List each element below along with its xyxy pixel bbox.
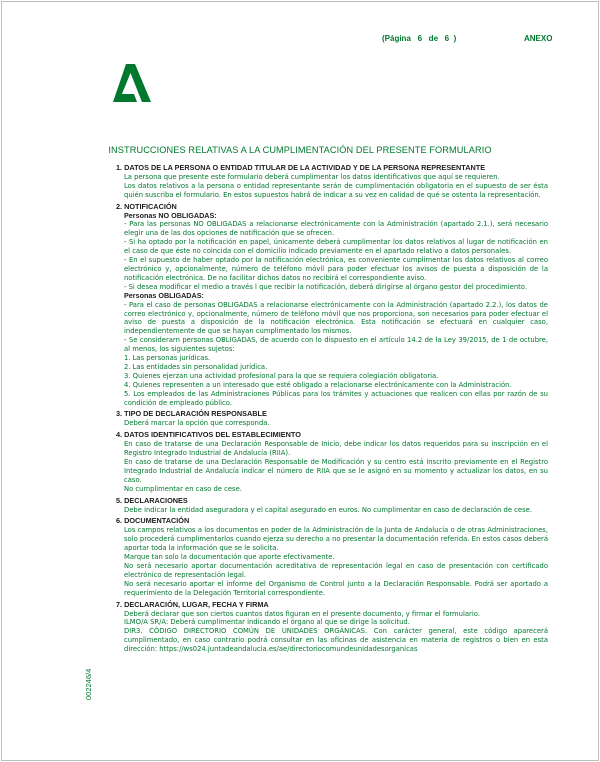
paragraph: - Para el caso de personas OBLIGADAS a relacionarse electrónicamente con la Administración (apartado 2.2.), los datos de correo electrónico y, opcionalmente, número de teléfono móvil que nos proporciona, son necesarios para poder efectuar el aviso de puesta a disposición de la notificación electrónica. Esta notificación se efectuará en cualquier caso, independientemente de que se hayan cumplimentado los mismos. [124, 300, 548, 336]
form-instructions-title: INSTRUCCIONES RELATIVAS A LA CUMPLIMENTACIÓN DEL PRESENTE FORMULARIO [108, 145, 492, 155]
section-heading: 3. TIPO DE DECLARACIÓN RESPONSABLE [116, 409, 267, 419]
paragraph: La persona que presente este formulario deberá cumplimentar los datos identificativos que aquí se requieren. [124, 172, 500, 181]
paragraph: Deberá marcar la opción que corresponda. [124, 419, 270, 428]
section-heading: 6. DOCUMENTACIÓN [116, 516, 190, 526]
junta-andalucia-logo [112, 64, 152, 104]
form-code: 002246/4 [84, 668, 93, 700]
section-1 [116, 164, 548, 200]
list-item: 3. Quienes ejerzan una actividad profesional para la que se requiera colegiación obligatoria. [124, 371, 439, 380]
paragraph: - Si desea modificar el medio a través l que recibir la notificación, deberá dirigirse al órgano gestor del procedimiento. [124, 282, 528, 291]
subheading-no-obligadas: Personas NO OBLIGADAS: [124, 210, 217, 220]
paragraph: Debe indicar la entidad aseguradora y el capital asegurado en euros. No cumplimentar en caso de declaración de cese. [124, 505, 532, 514]
section-heading: 2. NOTIFICACIÓN [116, 201, 177, 211]
section-heading: 5. DECLARACIONES [116, 495, 188, 505]
paragraph: No será necesario aportar el informe del Organismo de Control junto a la Declaración Responsable. Podrá ser aportado a requerimiento de la Delegación Territorial correspondiente. [124, 579, 548, 597]
paragraph: Los datos relativos a la persona o entidad representante serán de cumplimentación obligatoria en el supuesto de ser ésta quién suscriba el formulario. En estos supuestos habrá de indicar a su vez en calidad de qué se ostenta la representación. [124, 181, 548, 199]
page-indicator: (Página 6 de 6 ) [382, 34, 457, 43]
paragraph: En caso de tratarse de una Declaración Responsable de Inicio, debe indicar los datos requeridos para su inscripción en el Registro Integrado Industrial de Andalucía (RIIA). [124, 440, 548, 458]
section-7 [116, 601, 548, 654]
section-4 [116, 431, 548, 493]
section-heading: 1. DATOS DE LA PERSONA O ENTIDAD TITULAR DE LA ACTIVIDAD Y DE LA PERSONA REPRESENTANTE [116, 163, 486, 172]
section-2 [116, 203, 548, 408]
annex-label: ANEXO [524, 34, 553, 43]
paragraph: ILMO/A SR/A: Deberá cumplimentar indicando el órgano al que se dirige la solicitud. [124, 618, 410, 627]
section-6 [116, 517, 548, 597]
paragraph: DIR3. CÓDIGO DIRECTORIO COMÚN DE UNIDADES ORGÁNICAS. Con carácter general, este código aparecerá cumplimentado, en caso contrario podrá consultar en las oficinas de asistencia en materia de registros o bien en esta dirección: https://ws024.juntadeandalucia.es/ae/directoriocomundeunidadesorganicas [124, 627, 548, 654]
paragraph: En caso de tratarse de una Declaración Responsable de Modificación y su centro está inscrito previamente en el Registro Integrado Industrial de Andalucía indicar el número de RIIA que se le asignó en su momento y actualizar los datos, en su caso. [124, 458, 548, 484]
list-item: 2. Las entidades sin personalidad jurídica. [124, 362, 268, 371]
section-heading: 7. DECLARACIÓN, LUGAR, FECHA Y FIRMA [116, 599, 269, 609]
paragraph: - Para las personas NO OBLIGADAS a relacionarse electrónicamente con la Administración (apartado 2.1.), será necesario elegir una de las dos opciones de notificación que se ofrecen. [124, 220, 548, 238]
instructions-body [116, 164, 548, 657]
paragraph: - Si ha optado por la notificación en papel, únicamente deberá cumplimentar los datos relativos al lugar de notificación en el caso de que éste no coincida con el domicilio indicado previamente en el apartado relativo a datos personales. [124, 238, 548, 256]
paragraph: Deberá declarar que son ciertos cuantos datos figuran en el presente documento, y firmar el formulario. [124, 609, 480, 618]
paragraph: Marque tan solo la documentación que aporte efectivamente. [124, 553, 335, 562]
list-item: 5. Los empleados de las Administraciones Públicas para los trámites y actuaciones que realicen con ellas por razón de su condición de empleado público. [124, 389, 548, 407]
list-item: 1. Las personas jurídicas. [124, 354, 211, 363]
section-5 [116, 497, 548, 515]
section-3 [116, 410, 548, 428]
paragraph: No cumplimentar en caso de cese. [124, 484, 242, 493]
section-heading: 4. DATOS IDENTIFICATIVOS DEL ESTABLECIMIENTO [116, 430, 301, 440]
paragraph: - En el supuesto de haber optado por la notificación electrónica, es conveniente cumplimentar los datos relativos al correo electrónico y, opcionalmente, número de teléfono móvil para poder efectuar los avisos de puesta a disposición de la notificación electrónica. De no facilitar dichos datos no recibirá el correspondiente aviso. [124, 256, 548, 282]
paragraph: Los campos relativos a los documentos en poder de la Administración de la Junta de Andalucía o de otras Administraciones, solo procederá cumplimentarlos cuando ejerza su derecho a no presentar la documentación referida. En estos casos deberá aportar toda la información que se le solicita. [124, 526, 548, 553]
subheading-obligadas: Personas OBLIGADAS: [124, 290, 204, 300]
list-item: 4. Quienes representen a un interesado que esté obligado a relacionarse electrónicamente con la Administración. [124, 380, 512, 389]
paragraph: No será necesario aportar documentación acreditativa de representación legal en caso de presentación con certificado electrónico de representación legal. [124, 561, 548, 579]
paragraph: - Se considerarn personas OBLIGADAS, de acuerdo con lo dispuesto en el artículo 14.2 de la Ley 39/2015, de 1 de octubre, al menos, los siguientes sujetos: [124, 336, 548, 354]
